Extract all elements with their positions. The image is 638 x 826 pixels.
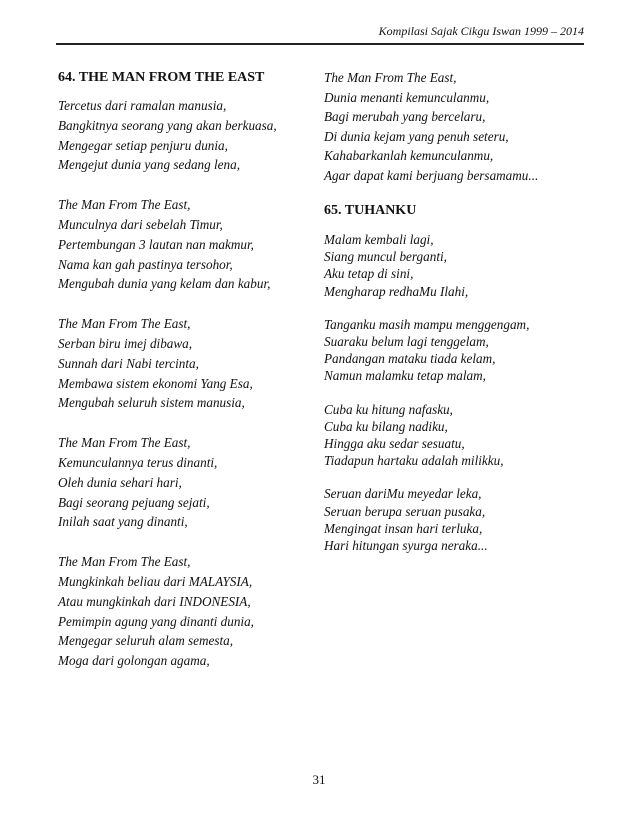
poem-line: Kemunculannya terus dinanti, <box>58 454 218 470</box>
poem-line: Pertembungan 3 lautan nan makmur, <box>58 236 254 252</box>
poem-line: Munculnya dari sebelah Timur, <box>58 216 223 232</box>
poem-line: Tanganku masih mampu menggengam, <box>324 316 530 332</box>
poem-line: Kahabarkanlah kemunculanmu, <box>324 148 494 163</box>
poem-line: The Man From The East, <box>58 316 191 332</box>
poem-line: Inilah saat yang dinanti, <box>58 514 188 530</box>
poem-line: The Man From The East, <box>58 197 191 213</box>
poem-line: Moga dari golongan agama, <box>58 653 210 669</box>
poem-line: Tercetus dari ramalan manusia, <box>58 98 227 113</box>
poem-64-stanza-3 <box>58 314 318 413</box>
poem-64-title: 64. THE MAN FROM THE EAST <box>58 70 265 85</box>
poem-line: Tiadapun hartaku adalah milikku, <box>324 453 504 469</box>
poem-line: Mengingat insan hari terluka, <box>324 520 483 536</box>
running-header: Kompilasi Sajak Cikgu Iswan 1999 – 2014 <box>378 24 584 38</box>
poem-line: Pemimpin agung yang dinanti dunia, <box>58 613 254 629</box>
poem-line: Siang muncul berganti, <box>324 249 447 265</box>
poem-64-stanza-4 <box>58 433 318 532</box>
poem-line: Seruan berupa seruan pusaka, <box>324 503 486 519</box>
poem-line: Mengharap redhaMu Ilahi, <box>324 283 469 299</box>
poem-65-body <box>324 231 594 554</box>
poem-line: Cuba ku hitung nafasku, <box>324 401 453 417</box>
poem-line: Mengubah dunia yang kelam dan kabur, <box>58 276 271 292</box>
poem-line: Hingga aku sedar sesuatu, <box>324 436 465 452</box>
header-divider <box>56 43 584 45</box>
poem-line: Nama kan gah pastinya tersohor, <box>58 256 233 272</box>
poem-64-stanza-6 <box>324 68 594 185</box>
poem-line: Mungkinkah beliau dari MALAYSIA, <box>58 573 253 589</box>
poem-65-title: 65. TUHANKU <box>324 203 417 218</box>
poem-line: Di dunia kejam yang penuh seteru, <box>324 128 509 144</box>
poem-64-stanza-2 <box>58 195 318 294</box>
poem-line: Agar dapat kami berjuang bersamamu... <box>324 167 539 183</box>
poem-line: Oleh dunia sehari hari, <box>58 474 182 490</box>
poem-line: Cuba ku bilang nadiku, <box>324 418 448 434</box>
poem-line: The Man From The East, <box>324 70 457 85</box>
poem-65-stanza-2 <box>324 316 594 385</box>
poem-line: Mengegar setiap penjuru dunia, <box>58 137 228 153</box>
poem-line: Bangkitnya seorang yang akan berkuasa, <box>58 117 277 133</box>
poem-line: Pandangan mataku tiada kelam, <box>324 351 496 367</box>
poem-line: Seruan dariMu meyedar leka, <box>324 486 482 502</box>
poem-line: Membawa sistem ekonomi Yang Esa, <box>58 375 253 391</box>
poem-line: Mengejut dunia yang sedang lena, <box>58 157 241 173</box>
poem-line: Sunnah dari Nabi tercinta, <box>58 355 199 371</box>
poem-line: Hari hitungan syurga neraka... <box>324 538 488 554</box>
poem-line: Malam kembali lagi, <box>324 232 434 247</box>
poem-line: Atau mungkinkah dari INDONESIA, <box>58 593 251 609</box>
right-column <box>324 68 594 570</box>
poem-65-stanza-1 <box>324 231 594 300</box>
poem-64-stanza-5 <box>58 552 318 671</box>
poem-64-stanza-1 <box>58 96 318 175</box>
poem-line: Namun malamku tetap malam, <box>324 368 486 384</box>
poem-line: The Man From The East, <box>58 435 191 451</box>
poem-line: Bagi seorang pejuang sejati, <box>58 494 210 510</box>
poem-65-stanza-4 <box>324 485 594 554</box>
poem-line: Mengegar seluruh alam semesta, <box>58 633 234 649</box>
poem-65-stanza-3 <box>324 401 594 470</box>
poem-line: Dunia menanti kemunculanmu, <box>324 89 490 105</box>
poem-line: Aku tetap di sini, <box>324 266 414 282</box>
left-column <box>58 68 318 691</box>
poem-line: Mengubah seluruh sistem manusia, <box>58 395 245 411</box>
poem-line: The Man From The East, <box>58 554 191 570</box>
poem-line: Serban biru imej dibawa, <box>58 335 193 351</box>
poem-line: Suaraku belum lagi tenggelam, <box>324 334 489 350</box>
poem-line: Bagi merubah yang bercelaru, <box>324 109 486 124</box>
page-number: 31 <box>312 772 326 787</box>
